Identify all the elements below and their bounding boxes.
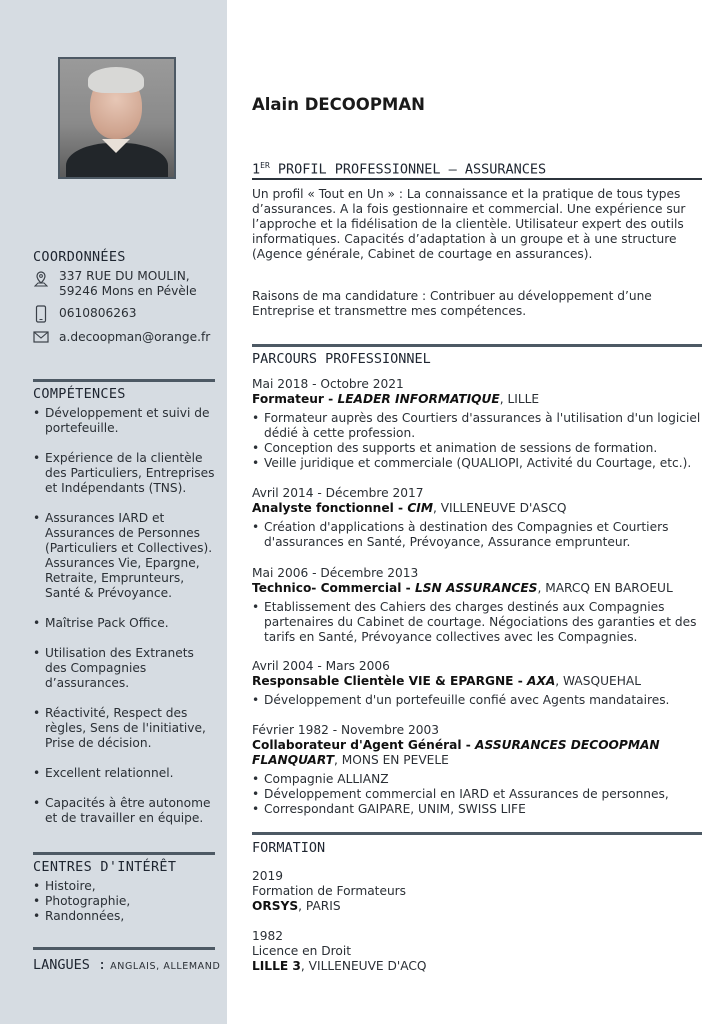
education-location: , VILLENEUVE D'ACQ (300, 959, 427, 973)
job-bullets (252, 600, 702, 645)
location-icon (33, 271, 49, 287)
job-location: , MONS EN PEVELE (334, 753, 449, 767)
contact-section-title: COORDONNÉES (33, 249, 126, 265)
education-name: Formation de Formateurs (252, 884, 407, 898)
job-period: Avril 2004 - Mars 2006 (252, 659, 390, 673)
languages-label: LANGUES : (33, 957, 107, 973)
job-bullets (252, 520, 702, 550)
profile-summary (252, 187, 702, 262)
career-section-title: PARCOURS PROFESSIONNEL (252, 351, 431, 367)
job-period: Avril 2014 - Décembre 2017 (252, 486, 424, 500)
job-role: Analyste fonctionnel - (252, 501, 408, 515)
person-name: Alain DECOOPMAN (252, 95, 425, 114)
job-entry (252, 377, 702, 471)
education-entry (252, 929, 702, 974)
job-company: ASSURANCES DECOOPMAN FLANQUART (252, 738, 660, 767)
job-bullet: • Création d'applications à destination des Compagnies et Courtiers d'assurances en Santé, Prévoyance, Assurance emprunteur. (252, 520, 702, 550)
job-company: LSN ASSURANCES (414, 581, 538, 595)
interest-item: • Randonnées, (33, 909, 218, 924)
job-title (252, 738, 702, 768)
skill-item: • Maîtrise Pack Office. (33, 616, 218, 631)
job-bullet: • Conception des supports et animation de sessions de formation. (252, 441, 702, 456)
motivation (252, 289, 702, 319)
job-location: , WASQUEHAL (555, 674, 642, 688)
skill-item: • Excellent relationnel. (33, 766, 218, 781)
job-bullet: • Formateur auprès des Courtiers d'assurances à l'utilisation d'un logiciel dédié à cette profession. (252, 411, 702, 441)
job-title (252, 581, 702, 596)
job-bullets (252, 772, 702, 817)
education-entry (252, 869, 702, 914)
job-company: AXA (527, 674, 556, 688)
job-title (252, 674, 702, 689)
education-divider (252, 832, 702, 835)
job-entry (252, 486, 702, 550)
address-line-2: 59246 Mons en Pévèle (59, 284, 197, 298)
education-school-line (252, 959, 702, 974)
job-bullet: • Développement d'un portefeuille confié avec Agents mandataires. (252, 693, 702, 708)
education-year: 1982 (252, 929, 284, 943)
job-period: Mai 2018 - Octobre 2021 (252, 377, 404, 391)
job-location: , VILLENEUVE D'ASCQ (432, 501, 567, 515)
job-role: Collaborateur d'Agent Général - (252, 738, 476, 752)
interests-divider (33, 852, 215, 855)
job-location: , MARCQ EN BAROEUL (537, 581, 673, 595)
email-address: a.decoopman@orange.fr (59, 330, 211, 344)
skill-item: • Réactivité, Respect des règles, Sens de l'initiative, Prise de décision. (33, 706, 218, 751)
job-entry (252, 723, 702, 817)
languages-value: ANGLAIS, ALLEMAND (110, 961, 221, 972)
education-name: Licence en Droit (252, 944, 352, 958)
interest-item: • Histoire, (33, 879, 218, 894)
job-bullet: • Correspondant GAIPARE, UNIM, SWISS LIFE (252, 802, 702, 817)
phone-number: 0610806263 (59, 306, 137, 320)
profile-photo (58, 57, 176, 179)
job-bullet: • Développement commercial en IARD et Assurances de personnes, (252, 787, 702, 802)
job-period: Mai 2006 - Décembre 2013 (252, 566, 419, 580)
job-role: Responsable Clientèle VIE & EPARGNE - (252, 674, 528, 688)
job-period: Février 1982 - Novembre 2003 (252, 723, 440, 737)
languages-divider (33, 947, 215, 950)
job-bullets (252, 693, 702, 708)
education-school: ORSYS (252, 899, 299, 913)
job-title (252, 392, 702, 407)
skills-divider (33, 379, 215, 382)
job-location: , LILLE (499, 392, 540, 406)
languages-line (33, 954, 220, 973)
job-bullet: • Compagnie ALLIANZ (252, 772, 702, 787)
interests-section-title: CENTRES D'INTÉRÊT (33, 859, 177, 875)
profile-section-title: 1ER PROFIL PROFESSIONNEL – ASSURANCES (252, 161, 547, 178)
phone-icon (33, 305, 49, 321)
job-bullet: • Veille juridique et commerciale (QUALIOPI, Activité du Courtage, etc.). (252, 456, 702, 471)
email-icon (33, 330, 49, 346)
skill-item: • Capacités à être autonome et de travailler en équipe. (33, 796, 218, 826)
interest-item: • Photographie, (33, 894, 218, 909)
job-role: Formateur - (252, 392, 338, 406)
job-entry (252, 659, 702, 708)
education-location: , PARIS (298, 899, 341, 913)
skill-item: • Utilisation des Extranets des Compagnies d’assurances. (33, 646, 218, 691)
job-company: LEADER INFORMATIQUE (337, 392, 500, 406)
motivation-text: Raisons de ma candidature : Contribuer au développement d’une Entreprise et transmettre mes compétences. (252, 289, 652, 318)
interests-list (33, 879, 218, 924)
job-bullets (252, 411, 702, 471)
education-section-title: FORMATION (252, 840, 326, 856)
skill-item: • Assurances IARD et Assurances de Personnes (Particuliers et Collectives). Assurances Vie, Epargne, Retraite, Emprunteurs, Santé & Prévoyance. (33, 511, 218, 601)
job-entry (252, 566, 702, 645)
skill-item: • Expérience de la clientèle des Particuliers, Entreprises et Indépendants (TNS). (33, 451, 218, 496)
job-title (252, 501, 702, 516)
profile-text: Un profil « Tout en Un » : La connaissance et la pratique de tous types d’assurances. A la fois gestionnaire et commercial. Une expérience sur l’approche et la fidélisation de la clientèle. Utilisateur expert des outils informatiques. Capacités d’adaptation à un groupe et à une structure (Agence générale, Cabinet de courtage en assurances). (252, 187, 686, 261)
skill-item: • Développement et suivi de portefeuille. (33, 406, 218, 436)
education-school-line (252, 899, 702, 914)
address-line-1: 337 RUE DU MOULIN, (59, 269, 190, 283)
career-divider (252, 344, 702, 347)
education-school: LILLE 3 (252, 959, 301, 973)
profile-divider (252, 178, 702, 180)
job-company: CIM (407, 501, 433, 515)
education-year: 2019 (252, 869, 284, 883)
job-bullet: • Etablissement des Cahiers des charges destinés aux Compagnies partenaires du Cabinet de courtage. Négociations des garanties et des tarifs en Santé, Prévoyance collectives avec les Compagnies. (252, 600, 702, 645)
skills-section-title: COMPÉTENCES (33, 386, 126, 402)
job-role: Technico- Commercial - (252, 581, 415, 595)
skills-list (33, 406, 218, 841)
sidebar (0, 0, 227, 1024)
